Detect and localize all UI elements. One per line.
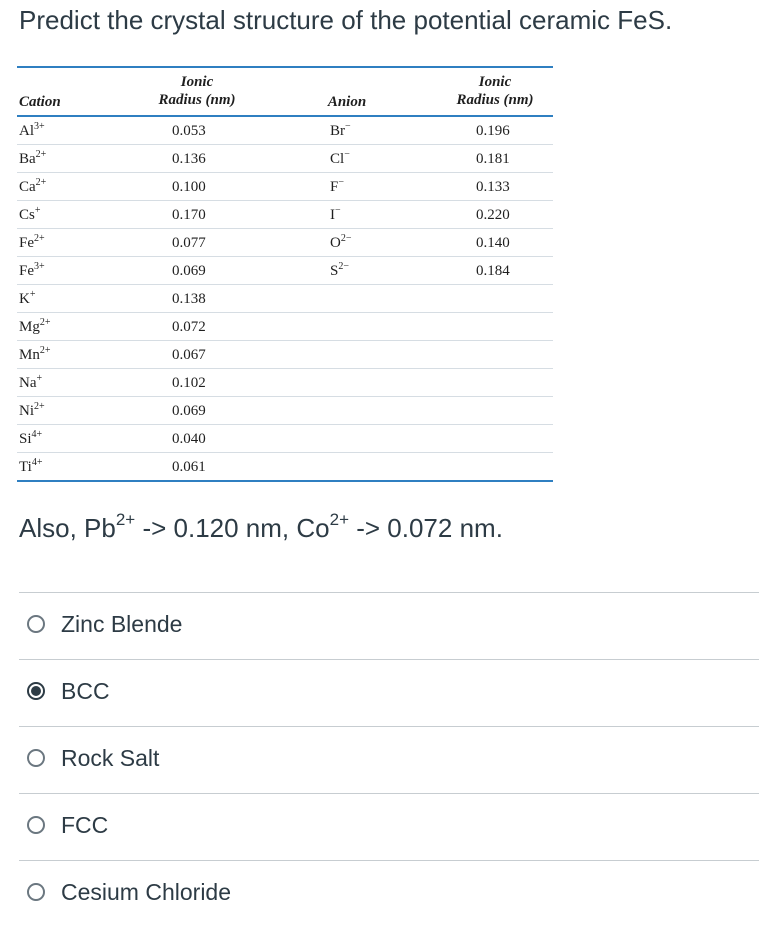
cation-charge: 3+ <box>34 261 45 272</box>
table-row <box>17 369 553 397</box>
cation-radius-cell: 0.102 <box>172 375 206 391</box>
header-anion: Anion <box>327 94 367 110</box>
cation-cell <box>19 346 50 366</box>
table-row <box>17 397 553 425</box>
cation-cell <box>19 150 46 170</box>
table-row <box>17 313 553 341</box>
anion-charge: − <box>344 149 350 160</box>
cation-radius-cell: 0.067 <box>172 347 206 363</box>
cation-radius-cell: 0.170 <box>172 207 206 223</box>
header-anion-radius-line2: Radius (nm) <box>456 92 534 108</box>
answer-label[interactable]: FCC <box>61 812 109 838</box>
cation-charge: 2+ <box>39 345 51 356</box>
answer-option[interactable] <box>19 793 759 860</box>
cation-charge: 2+ <box>34 233 45 244</box>
answer-option[interactable] <box>19 860 759 927</box>
radio-button[interactable] <box>27 816 45 834</box>
anion-charge: − <box>338 177 344 188</box>
anion-charge: 2− <box>338 261 349 272</box>
cation-charge: 2+ <box>35 177 47 188</box>
table-header <box>17 68 553 117</box>
anion-radius-cell: 0.220 <box>476 207 510 223</box>
anion-radius-cell: 0.196 <box>476 123 510 139</box>
answer-option[interactable] <box>19 659 759 726</box>
table-row <box>17 257 553 285</box>
answer-label[interactable]: Cesium Chloride <box>61 879 232 905</box>
anion-cell <box>330 178 344 198</box>
cation-symbol: Ti <box>19 459 32 475</box>
table-row <box>17 453 553 480</box>
cation-charge: 2+ <box>39 317 51 328</box>
table-body <box>17 117 553 480</box>
anion-symbol: S <box>330 263 339 279</box>
anion-radius-cell: 0.140 <box>476 235 510 251</box>
cation-symbol: Fe <box>19 235 34 251</box>
cation-cell <box>19 318 50 338</box>
cation-cell <box>19 430 42 450</box>
radio-button[interactable] <box>27 883 45 901</box>
anion-symbol: I <box>330 207 335 223</box>
table-row <box>17 117 553 145</box>
answer-option[interactable] <box>19 726 759 793</box>
answer-option[interactable] <box>19 592 759 659</box>
cation-symbol: Ca <box>19 179 36 195</box>
cation-charge: 3+ <box>34 121 45 132</box>
cation-radius-cell: 0.053 <box>172 123 206 139</box>
anion-cell <box>330 262 349 282</box>
anion-symbol: Br <box>330 123 345 139</box>
answer-label[interactable]: Rock Salt <box>61 745 160 771</box>
anion-cell <box>330 206 341 226</box>
cation-radius-cell: 0.138 <box>172 291 206 307</box>
radio-button[interactable] <box>27 749 45 767</box>
cation-cell <box>19 206 40 226</box>
cation-symbol: Mn <box>19 347 40 363</box>
header-cation-radius-line1: Ionic <box>180 74 214 90</box>
header-cation-radius <box>137 73 257 109</box>
note-prefix: Also, Pb <box>19 513 116 543</box>
note-middle: -> 0.120 nm, Co <box>135 513 330 543</box>
cation-charge: + <box>29 289 36 300</box>
cation-cell <box>19 290 35 310</box>
anion-radius-cell: 0.181 <box>476 151 510 167</box>
cation-symbol: Ba <box>19 151 36 167</box>
table-row <box>17 341 553 369</box>
cation-radius-cell: 0.069 <box>172 263 206 279</box>
radio-button[interactable] <box>27 682 45 700</box>
cation-radius-cell: 0.072 <box>172 319 206 335</box>
cation-symbol: Si <box>19 431 32 447</box>
cation-charge: 2+ <box>35 149 47 160</box>
cation-charge: 2+ <box>34 401 45 412</box>
cation-charge: 4+ <box>31 429 43 440</box>
cation-symbol: Al <box>19 123 34 139</box>
cation-charge: + <box>34 205 41 216</box>
table-row <box>17 285 553 313</box>
cation-radius-cell: 0.061 <box>172 459 206 475</box>
cation-cell <box>19 234 45 254</box>
anion-charge: − <box>335 205 341 216</box>
anion-cell <box>330 234 351 254</box>
note-suffix: -> 0.072 nm. <box>349 513 503 543</box>
cation-radius-cell: 0.077 <box>172 235 206 251</box>
cation-symbol: Na <box>19 375 37 391</box>
cation-cell <box>19 458 42 478</box>
table-row <box>17 425 553 453</box>
co-charge: 2+ <box>329 510 349 529</box>
cation-symbol: Mg <box>19 319 40 335</box>
anion-radius-cell: 0.133 <box>476 179 510 195</box>
anion-symbol: O <box>330 235 341 251</box>
cation-charge: 4+ <box>31 457 43 468</box>
cation-charge: + <box>36 373 43 384</box>
anion-charge: − <box>345 121 351 132</box>
question-text: Predict the crystal structure of the potential ceramic FeS. <box>19 5 673 35</box>
cation-radius-cell: 0.100 <box>172 179 206 195</box>
cation-symbol: Fe <box>19 263 34 279</box>
anion-radius-cell: 0.184 <box>476 263 510 279</box>
answer-label[interactable]: BCC <box>61 678 110 704</box>
cation-cell <box>19 178 46 198</box>
header-cation: Cation <box>19 94 61 110</box>
cation-radius-cell: 0.040 <box>172 431 206 447</box>
cation-symbol: Ni <box>19 403 34 419</box>
table-row <box>17 145 553 173</box>
header-anion-radius <box>435 73 555 109</box>
cation-cell <box>19 262 45 282</box>
table-row <box>17 201 553 229</box>
ionic-radius-table <box>17 66 553 482</box>
additional-radii-note <box>19 508 503 552</box>
cation-radius-cell: 0.069 <box>172 403 206 419</box>
header-anion-radius-line1: Ionic <box>478 74 512 90</box>
anion-cell <box>330 150 350 170</box>
table-row <box>17 173 553 201</box>
cation-cell <box>19 402 45 422</box>
anion-cell <box>330 122 351 142</box>
anion-symbol: Cl <box>330 151 345 167</box>
cation-radius-cell: 0.136 <box>172 151 206 167</box>
cation-symbol: Cs <box>19 207 35 223</box>
anion-charge: 2− <box>340 233 352 244</box>
answer-options <box>19 592 759 927</box>
cation-cell <box>19 374 42 394</box>
cation-cell <box>19 122 45 142</box>
header-cation-radius-line2: Radius (nm) <box>158 92 236 108</box>
anion-symbol: F <box>330 179 339 195</box>
answer-label[interactable]: Zinc Blende <box>61 611 183 637</box>
radio-button[interactable] <box>27 615 45 633</box>
pb-charge: 2+ <box>115 510 136 529</box>
table-row <box>17 229 553 257</box>
cation-symbol: K <box>19 291 30 307</box>
